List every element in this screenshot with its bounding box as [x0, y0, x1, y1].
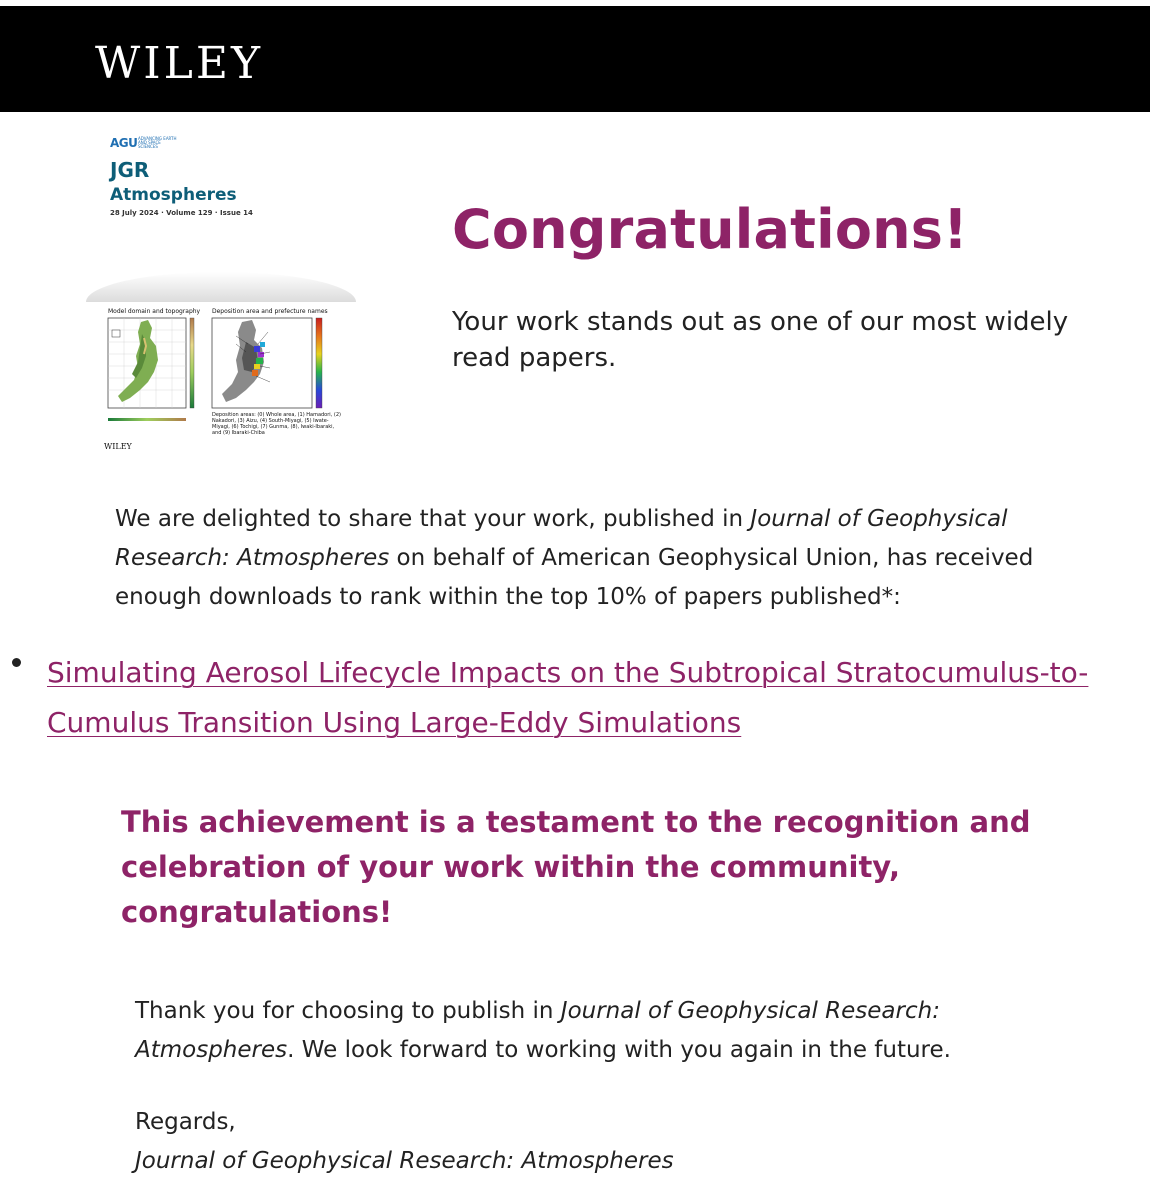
header-bar: [0, 6, 1150, 112]
cover-wiley-logo: WILEY: [104, 442, 132, 451]
figure-panel-b-title: Deposition area and prefecture names: [212, 308, 328, 315]
intro-text-2: on behalf of American Geophysical Union, has received enough downloads to rank within the top 10% of papers published*:: [115, 545, 1034, 610]
intro-paragraph: [115, 500, 1105, 617]
subheadline: Your work stands out as one of our most widely read papers.: [452, 307, 1069, 373]
wiley-logo[interactable]: WILEY: [95, 38, 263, 89]
bullet-icon: [12, 658, 21, 667]
agu-logo: AGU: [110, 136, 138, 150]
journal-short-title: JGR: [110, 158, 150, 182]
paper-title-link[interactable]: Simulating Aerosol Lifecycle Impacts on the Subtropical Stratocumulus-to-Cumulus Transition Using Large-Eddy Simulations: [47, 656, 1089, 739]
journal-cover: [82, 130, 362, 460]
achievement-message: This achievement is a testament to the recognition and celebration of your work within the community, congratulations!: [121, 805, 1031, 929]
thanks-text-2: . We look forward to working with you again in the future.: [287, 1037, 951, 1063]
signature: Journal of Geophysical Research: Atmospheres: [135, 1148, 674, 1174]
thanks-text-1: Thank you for choosing to publish in: [135, 998, 561, 1024]
agu-tagline: ADVANCING EARTH AND SPACE SCIENCES: [138, 136, 177, 149]
regards-text: Regards,: [135, 1109, 236, 1135]
cover-figure: [86, 272, 356, 452]
journal-section-title: Atmospheres: [110, 185, 237, 205]
thanks-paragraph: [135, 992, 1035, 1070]
thanks-journal-name: Journal of Geophysical Research: Atmospheres: [135, 998, 940, 1063]
intro-text-1: We are delighted to share that your work, published in: [115, 506, 751, 532]
figure-panel-a-title: Model domain and topography: [108, 308, 201, 315]
figure-caption: Deposition areas: (0) Whole area, (1) Hamadori, (2) Nakadori, (3) Aizu, (4) South-Miyagi, (5) Iwate-Miyagi, (6) Tochigi, (7) Gunma, (8), Iwaki-Ibaraki, and (9) Ibaraki-Chiba: [212, 412, 341, 436]
intro-journal-name: Journal of Geophysical Research: Atmospheres: [115, 506, 1008, 571]
issue-line: 28 July 2024 · Volume 129 · Issue 14: [110, 209, 253, 217]
headline: Congratulations!: [452, 198, 968, 261]
